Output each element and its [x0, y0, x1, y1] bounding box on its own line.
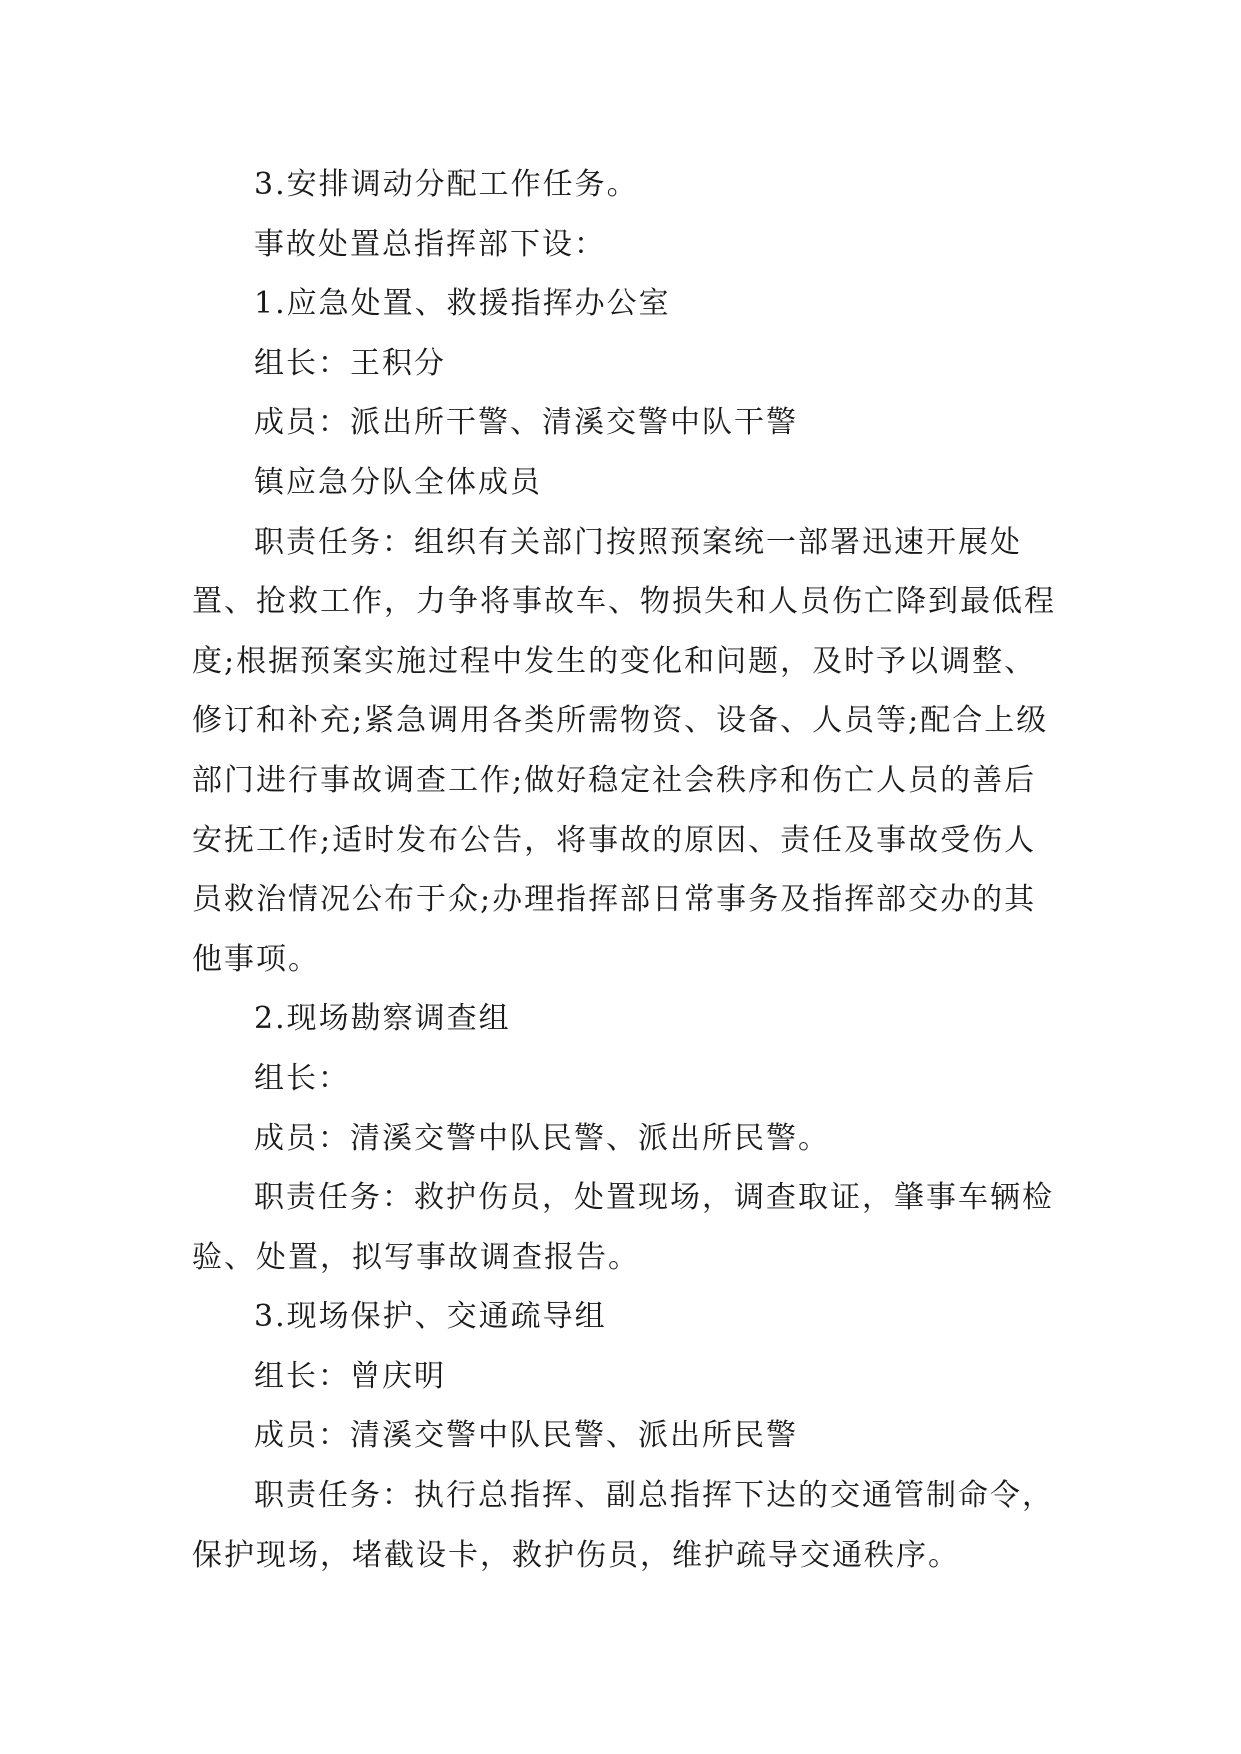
paragraph-emergency-office-members: 成员：派出所干警、清溪交警中队干警 [254, 405, 798, 441]
paragraph-emergency-office-duties: 职责任务：组织有关部门按照预案统一部署迅速开展处置、抢救工作，力争将事故车、物损失和人员伤亡降到最低程度;根据预案实施过程中发生的变化和问题，及时予以调整、修订和补充;紧急调用各类所需物资、设备、人员等;配合上级部门进行事故调查工作;做好稳定社会秩序和伤亡人员的善后安抚工作;适时发布公告，将事故的原因、责任及事故受伤人员救治情况公布于众;办理指挥部日常事务及指挥部交办的其他事项。 [192, 524, 1056, 977]
paragraph-traffic-group-duties: 职责任务：执行总指挥、副总指挥下达的交通管制命令，保护现场，堵截设卡，救护伤员，维护疏导交通秩序。 [192, 1478, 1054, 1573]
heading-emergency-office: 1.应急处置、救援指挥办公室 [254, 286, 671, 322]
heading-traffic-group: 3.现场保护、交通疏导组 [254, 1299, 607, 1335]
paragraph-task-assignment: 3.安排调动分配工作任务。 [254, 167, 639, 202]
heading-survey-group: 2.现场勘察调查组 [254, 1001, 511, 1037]
paragraph-survey-group-duties: 职责任务：救护伤员，处置现场，调查取证，肇事车辆检验、处置，拟写事故调查报告。 [192, 1180, 1054, 1275]
paragraph-command-subdivisions: 事故处置总指挥部下设： [254, 226, 606, 262]
paragraph-emergency-team: 镇应急分队全体成员 [254, 464, 542, 500]
document-body [192, 155, 1062, 1585]
paragraph-survey-group-leader: 组长： [254, 1060, 350, 1096]
paragraph-traffic-group-members: 成员：清溪交警中队民警、派出所民警 [254, 1418, 798, 1454]
paragraph-emergency-office-leader: 组长：王积分 [254, 345, 446, 381]
paragraph-survey-group-members: 成员：清溪交警中队民警、派出所民警。 [254, 1120, 830, 1156]
paragraph-traffic-group-leader: 组长：曾庆明 [254, 1358, 446, 1394]
